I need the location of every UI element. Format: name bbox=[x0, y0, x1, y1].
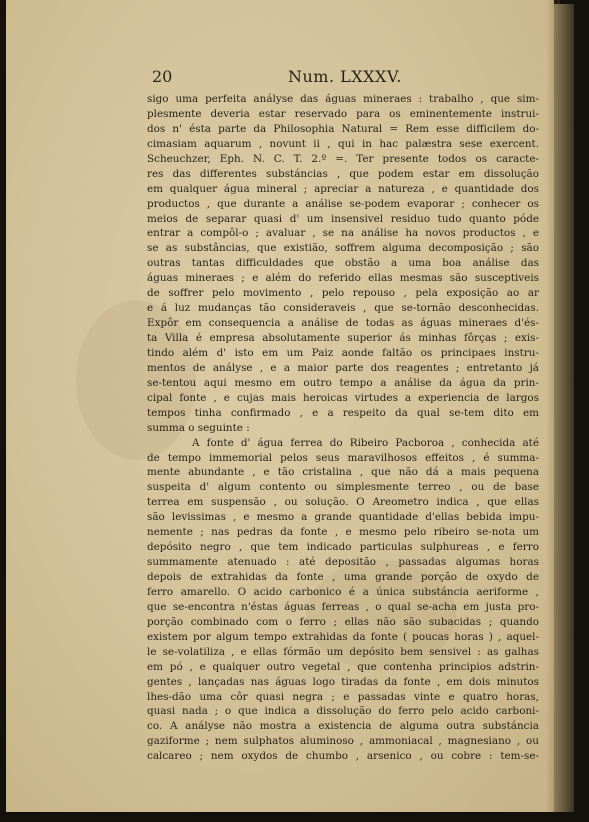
text-line: cimasiam aquarum , novunt ii , qui in hac palæstra sese exercent. bbox=[147, 137, 539, 150]
text-line: lhes-dão uma côr quasi negra ; e passadas vinte e quatro horas, bbox=[147, 690, 539, 703]
text-line: co. A anályse não mostra a existencia de alguma outra substáncia bbox=[147, 720, 539, 733]
text-line: ta Villa é empresa absolutamente superior ás minhas fôrças ; exis- bbox=[147, 332, 539, 344]
text-line: calcareo ; nem oxydos de chumbo , arsenico , ou cobre : tem-se- bbox=[147, 750, 539, 763]
text-line: existem por algum tempo extrahidas da fonte ( poucas horas ) , aquel- bbox=[147, 630, 539, 643]
text-line: e á luz mudanças tão consideraveis , que se-tornão desconhecidas. bbox=[147, 302, 539, 315]
text-line: suspeita d' algum contento ou simplesmente terreo , ou de base bbox=[147, 481, 539, 494]
running-title: Num. LXXXV. bbox=[288, 67, 402, 86]
book-spine-edge bbox=[554, 4, 574, 812]
text-line: em pó , e qualquer outro vegetal , que contenha principios adstrin- bbox=[147, 660, 539, 673]
text-line: cipal fonte , e cujas mais heroicas virtudes a experiencia de largos bbox=[147, 391, 539, 404]
paragraph-first-line: A fonte d' água ferrea do Ribeiro Pacboroa , conhecida até bbox=[192, 436, 539, 449]
text-line: Expôr em consequencia a análise de todas as águas mineraes d'és- bbox=[147, 317, 539, 330]
text-line: productos , que durante a análise se-podem evaporar ; conhecer os bbox=[147, 197, 539, 210]
text-line: se as substâncias, que existião, soffrem alguma decomposição ; são bbox=[147, 242, 539, 255]
text-line: são levissimas , e mesmo a grande quantidade d'ellas bebida impu- bbox=[147, 511, 539, 524]
text-line: depois de extrahidas da fonte , uma grande porção de oxydo de bbox=[147, 571, 539, 583]
text-line: outras tantas difficuldades que obstão a uma boa análise das bbox=[147, 257, 539, 270]
text-line: sigo uma perfeita anályse das águas mineraes : trabalho , que sim- bbox=[147, 93, 539, 105]
text-line: gentes , lançadas nas águas logo tiradas da fonte , em dois minutos bbox=[147, 675, 539, 688]
text-line: depósito negro , que tem indicado particulas sulphureas , e ferro bbox=[147, 541, 539, 554]
text-line: Scheuchzer, Eph. N. C. T. 2.º =. Ter presente todos os caracte- bbox=[147, 152, 539, 165]
text-line: tempos tinha confirmado , e a respeito da qual se-tem dito em bbox=[147, 406, 539, 419]
text-line: tindo além d' isto em um Paiz aonde faltão os principaes instru- bbox=[147, 346, 539, 359]
text-line: entrar a compôl-o ; avaluar , se na análise ha novos productos , e bbox=[147, 227, 539, 240]
text-line: de soffrer pelo movimento , pelo repouso , pela exposição ao ar bbox=[147, 287, 539, 300]
text-line: res das differentes substáncias , que podem estar em dissolução bbox=[147, 167, 539, 180]
body-text bbox=[147, 92, 539, 764]
text-line: meios de separar quasi d' um insensivel residuo tudo quanto póde bbox=[147, 212, 539, 225]
text-line: águas mineraes ; e além do referido ellas mesmas são susceptiveis bbox=[147, 272, 539, 285]
text-line: ferro amarello. O acido carbonico é a única substáncia aeriforme , bbox=[147, 585, 539, 598]
text-line: porção combinado com o ferro ; ellas não são subacidas ; quando bbox=[147, 615, 539, 628]
text-line: em qualquer água mineral ; apreciar a natureza , e quantidade dos bbox=[147, 182, 539, 195]
book-page bbox=[6, 0, 554, 812]
text-line: terrea em suspensão , ou solução. O Areometro indica , que ellas bbox=[147, 496, 539, 509]
text-line: quasi nada ; o que indica a dissolução do ferro pelo acido carboni- bbox=[147, 705, 539, 718]
page-number: 20 bbox=[152, 67, 173, 86]
page-header bbox=[152, 67, 412, 89]
text-line: mentos de anályse , e a maior parte dos reagentes ; entretanto já bbox=[147, 361, 539, 374]
text-line: de tempo immemorial pelos seus maravilhosos effeitos , é summa- bbox=[147, 451, 539, 464]
text-line: summa o seguinte : bbox=[147, 421, 250, 434]
text-line: mente abundante , e tão cristalina , que não dá a mais pequena bbox=[147, 466, 539, 479]
text-line: se-tentou aqui mesmo em outro tempo a análise da água da prin- bbox=[147, 376, 539, 389]
text-line: le se-volatiliza , e ellas fórmão um depósito bem sensivel : as galhas bbox=[147, 645, 539, 658]
text-line: que se-encontra n'éstas águas ferreas , o qual se-acha em justa pro- bbox=[147, 600, 539, 613]
text-line: nemente ; nas pedras da fonte , e mesmo pelo ribeiro se-nota um bbox=[147, 526, 539, 539]
text-line: gaziforme ; nem sulphatos aluminoso , ammoniacal , magnesiano , ou bbox=[147, 735, 539, 748]
text-line: dos n' ésta parte da Philosophia Natural = Rem esse difficilem do- bbox=[147, 122, 539, 135]
text-line: summamente atenuado : até depositão , passadas algumas horas bbox=[147, 556, 539, 569]
text-line: plesmente deveria estar reservado para os eminentemente instrui- bbox=[147, 107, 539, 120]
